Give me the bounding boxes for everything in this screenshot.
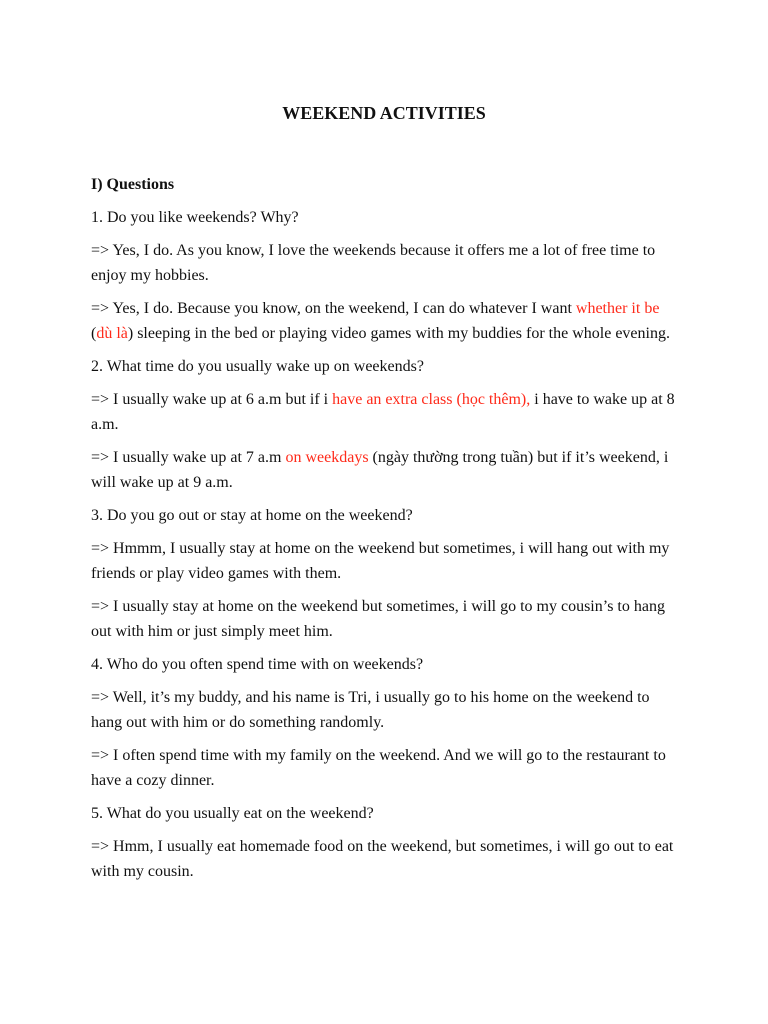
answer-text: => Yes, I do. Because you know, on the weekend, I can do whatever I want [91,300,576,317]
answer-4-1: => Well, it’s my buddy, and his name is Tri, i usually go to his home on the weekend to hang out with him or do something randomly. [91,689,650,731]
answer-text: (ngày thường trong tuần) but if it’s weekend, i will wake up at 9 a.m. [91,449,669,491]
document-body [91,172,683,892]
question-4: 4. Who do you often spend time with on weekends? [91,656,424,673]
answer-text: => I usually wake up at 6 a.m but if i [91,391,333,408]
question-3: 3. Do you go out or stay at home on the weekend? [91,507,413,524]
section-heading: I) Questions [91,176,175,193]
page-title: WEEKEND ACTIVITIES [282,103,486,123]
answer-text: => I usually wake up at 7 a.m [91,449,286,466]
highlighted-translation: dù là [96,325,128,342]
answer-1-1: => Yes, I do. As you know, I love the weekends because it offers me a lot of free time to enjoy my hobbies. [91,242,656,284]
answer-3-1: => Hmmm, I usually stay at home on the weekend but sometimes, i will hang out with my friends or play video games with them. [91,540,670,582]
question-2: 2. What time do you usually wake up on weekends? [91,358,424,375]
answer-2-1 [91,387,683,437]
question-1: 1. Do you like weekends? Why? [91,209,299,226]
question-5: 5. What do you usually eat on the weekend? [91,805,374,822]
highlighted-phrase: on weekdays [285,449,369,466]
answer-3-2: => I usually stay at home on the weekend but sometimes, i will go to my cousin’s to hang out with him or just simply meet him. [91,598,665,640]
answer-4-2: => I often spend time with my family on the weekend. And we will go to the restaurant to have a cozy dinner. [91,747,666,789]
answer-1-2 [91,296,683,346]
answer-text: ( [91,325,97,342]
highlighted-phrase: have an extra class (học thêm), [332,391,531,408]
highlighted-phrase: whether it be [575,300,660,317]
answer-text: ) sleeping in the bed or playing video games with my buddies for the whole evening. [127,325,670,342]
answer-text: i have to wake up at 8 a.m. [91,391,675,433]
answer-2-2 [91,445,683,495]
answer-5-1: => Hmm, I usually eat homemade food on the weekend, but sometimes, i will go out to eat with my cousin. [91,838,674,880]
